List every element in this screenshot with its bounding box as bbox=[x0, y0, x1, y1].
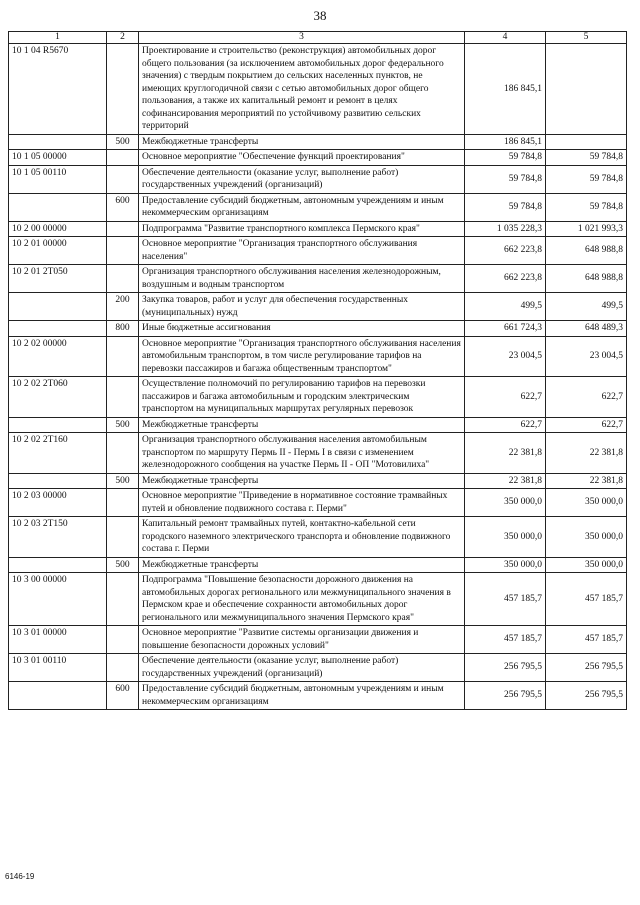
amount-1-cell: 256 795,5 bbox=[465, 654, 546, 682]
column-header-amount-2: 5 bbox=[546, 32, 627, 44]
budget-table bbox=[8, 31, 627, 710]
table-row bbox=[9, 134, 627, 150]
name-cell: Основное мероприятие "Обеспечение функций проектирования" bbox=[139, 150, 465, 166]
code-cell bbox=[9, 557, 107, 573]
amount-2-cell: 22 381,8 bbox=[546, 433, 627, 474]
expense-type-cell: 600 bbox=[107, 682, 139, 710]
name-cell: Предоставление субсидий бюджетным, автономным учреждениям и иным некоммерческим организациям bbox=[139, 193, 465, 221]
expense-type-cell bbox=[107, 265, 139, 293]
amount-1-cell: 662 223,8 bbox=[465, 265, 546, 293]
expense-type-cell bbox=[107, 237, 139, 265]
expense-type-cell bbox=[107, 165, 139, 193]
amount-2-cell: 1 021 993,3 bbox=[546, 221, 627, 237]
name-cell: Межбюджетные трансферты bbox=[139, 134, 465, 150]
code-cell bbox=[9, 293, 107, 321]
table-row bbox=[9, 293, 627, 321]
expense-type-cell bbox=[107, 654, 139, 682]
amount-2-cell: 499,5 bbox=[546, 293, 627, 321]
name-cell: Подпрограмма "Повышение безопасности дорожного движения на автомобильных дорогах регионального или межмуниципального значения в Пермском крае и обеспечение сохранности автомобильных дорог регионального или межмуниципального значения Пермского края" bbox=[139, 573, 465, 626]
amount-2-cell: 457 185,7 bbox=[546, 626, 627, 654]
expense-type-cell bbox=[107, 44, 139, 135]
table-row bbox=[9, 573, 627, 626]
amount-1-cell: 186 845,1 bbox=[465, 44, 546, 135]
name-cell: Межбюджетные трансферты bbox=[139, 473, 465, 489]
table-row bbox=[9, 682, 627, 710]
expense-type-cell bbox=[107, 626, 139, 654]
table-row bbox=[9, 654, 627, 682]
amount-1-cell: 59 784,8 bbox=[465, 150, 546, 166]
amount-2-cell: 457 185,7 bbox=[546, 573, 627, 626]
amount-2-cell: 256 795,5 bbox=[546, 682, 627, 710]
expense-type-cell bbox=[107, 517, 139, 558]
amount-1-cell: 22 381,8 bbox=[465, 433, 546, 474]
code-cell: 10 2 01 00000 bbox=[9, 237, 107, 265]
name-cell: Организация транспортного обслуживания населения автомобильным транспортом по маршруту Пермь II - Пермь I в связи с изменением железнодорожного сообщения на участке Пермь II - ОП "Мотовилиха" bbox=[139, 433, 465, 474]
amount-1-cell: 457 185,7 bbox=[465, 626, 546, 654]
name-cell: Осуществление полномочий по регулированию тарифов на перевозки пассажиров и багажа автомобильным и городским электрическим транспортом на муниципальных маршрутах регулярных перевозок bbox=[139, 377, 465, 418]
name-cell: Основное мероприятие "Развитие системы организации движения и повышение безопасности дорожных условий" bbox=[139, 626, 465, 654]
amount-2-cell: 59 784,8 bbox=[546, 193, 627, 221]
table-row bbox=[9, 417, 627, 433]
code-cell: 10 2 02 2T160 bbox=[9, 433, 107, 474]
table-row bbox=[9, 557, 627, 573]
table-row bbox=[9, 193, 627, 221]
table-row bbox=[9, 433, 627, 474]
table-header-row bbox=[9, 32, 627, 44]
code-cell bbox=[9, 417, 107, 433]
amount-2-cell: 350 000,0 bbox=[546, 557, 627, 573]
expense-type-cell: 500 bbox=[107, 134, 139, 150]
code-cell: 10 1 05 00110 bbox=[9, 165, 107, 193]
column-header-code: 1 bbox=[9, 32, 107, 44]
expense-type-cell bbox=[107, 573, 139, 626]
code-cell: 10 3 01 00000 bbox=[9, 626, 107, 654]
amount-1-cell: 59 784,8 bbox=[465, 165, 546, 193]
code-cell: 10 1 05 00000 bbox=[9, 150, 107, 166]
table-row bbox=[9, 473, 627, 489]
amount-2-cell: 256 795,5 bbox=[546, 654, 627, 682]
column-header-name: 3 bbox=[139, 32, 465, 44]
name-cell: Обеспечение деятельности (оказание услуг, выполнение работ) государственных учреждений (организаций) bbox=[139, 654, 465, 682]
name-cell: Обеспечение деятельности (оказание услуг, выполнение работ) государственных учреждений (организаций) bbox=[139, 165, 465, 193]
table-row bbox=[9, 237, 627, 265]
code-cell bbox=[9, 193, 107, 221]
code-cell: 10 2 00 00000 bbox=[9, 221, 107, 237]
code-cell bbox=[9, 682, 107, 710]
table-row bbox=[9, 44, 627, 135]
code-cell: 10 2 01 2T050 bbox=[9, 265, 107, 293]
name-cell: Организация транспортного обслуживания населения железнодорожным, воздушным и водным транспортом bbox=[139, 265, 465, 293]
amount-2-cell: 23 004,5 bbox=[546, 336, 627, 377]
amount-1-cell: 186 845,1 bbox=[465, 134, 546, 150]
page-number: 38 bbox=[313, 8, 327, 23]
table-row bbox=[9, 489, 627, 517]
code-cell: 10 2 02 00000 bbox=[9, 336, 107, 377]
expense-type-cell bbox=[107, 221, 139, 237]
amount-2-cell: 648 988,8 bbox=[546, 237, 627, 265]
amount-1-cell: 256 795,5 bbox=[465, 682, 546, 710]
table-row bbox=[9, 377, 627, 418]
code-cell: 10 2 02 2T060 bbox=[9, 377, 107, 418]
name-cell: Межбюджетные трансферты bbox=[139, 417, 465, 433]
amount-1-cell: 662 223,8 bbox=[465, 237, 546, 265]
name-cell: Основное мероприятие "Организация транспортного обслуживания населения" bbox=[139, 237, 465, 265]
amount-2-cell: 350 000,0 bbox=[546, 489, 627, 517]
amount-1-cell: 59 784,8 bbox=[465, 193, 546, 221]
code-cell: 10 1 04 R5670 bbox=[9, 44, 107, 135]
expense-type-cell bbox=[107, 150, 139, 166]
amount-1-cell: 499,5 bbox=[465, 293, 546, 321]
table-row bbox=[9, 321, 627, 337]
table-row bbox=[9, 626, 627, 654]
name-cell: Межбюджетные трансферты bbox=[139, 557, 465, 573]
name-cell: Капитальный ремонт трамвайных путей, контактно-кабельной сети городского наземного электрического транспорта и обновление подвижного состава г. Перми bbox=[139, 517, 465, 558]
name-cell: Проектирование и строительство (реконструкция) автомобильных дорог общего пользования (за исключением автомобильных дорог федерального значения) с твердым покрытием до сельских населенных пунктов, не имеющих круглогодичной связи с сетью автомобильных дорог общего пользования, а также их капитальный ремонт и ремонт в целях софинансирования мероприятий по устойчивому развитию сельских территорий bbox=[139, 44, 465, 135]
amount-2-cell: 648 489,3 bbox=[546, 321, 627, 337]
expense-type-cell: 800 bbox=[107, 321, 139, 337]
footer-code: 6146-19 bbox=[5, 872, 35, 881]
table-row bbox=[9, 336, 627, 377]
amount-1-cell: 350 000,0 bbox=[465, 489, 546, 517]
expense-type-cell: 600 bbox=[107, 193, 139, 221]
amount-2-cell bbox=[546, 134, 627, 150]
amount-1-cell: 661 724,3 bbox=[465, 321, 546, 337]
amount-1-cell: 23 004,5 bbox=[465, 336, 546, 377]
expense-type-cell bbox=[107, 336, 139, 377]
amount-1-cell: 1 035 228,3 bbox=[465, 221, 546, 237]
name-cell: Закупка товаров, работ и услуг для обеспечения государственных (муниципальных) нужд bbox=[139, 293, 465, 321]
expense-type-cell: 500 bbox=[107, 417, 139, 433]
amount-2-cell: 350 000,0 bbox=[546, 517, 627, 558]
expense-type-cell bbox=[107, 377, 139, 418]
code-cell bbox=[9, 134, 107, 150]
amount-1-cell: 457 185,7 bbox=[465, 573, 546, 626]
code-cell: 10 3 01 00110 bbox=[9, 654, 107, 682]
expense-type-cell bbox=[107, 433, 139, 474]
name-cell: Основное мероприятие "Организация транспортного обслуживания населения автомобильным транспортом, в том числе регулирование тарифов на перевозки пассажиров и багажа общественным транспортом" bbox=[139, 336, 465, 377]
expense-type-cell: 200 bbox=[107, 293, 139, 321]
name-cell: Иные бюджетные ассигнования bbox=[139, 321, 465, 337]
code-cell bbox=[9, 321, 107, 337]
column-header-amount-1: 4 bbox=[465, 32, 546, 44]
table-row bbox=[9, 150, 627, 166]
amount-2-cell bbox=[546, 44, 627, 135]
table-row bbox=[9, 221, 627, 237]
column-header-expense-type: 2 bbox=[107, 32, 139, 44]
amount-2-cell: 22 381,8 bbox=[546, 473, 627, 489]
table-row bbox=[9, 165, 627, 193]
amount-2-cell: 59 784,8 bbox=[546, 165, 627, 193]
code-cell: 10 2 03 00000 bbox=[9, 489, 107, 517]
name-cell: Основное мероприятие "Приведение в нормативное состояние трамвайных путей и обновление подвижного состава г. Перми" bbox=[139, 489, 465, 517]
amount-1-cell: 22 381,8 bbox=[465, 473, 546, 489]
amount-1-cell: 622,7 bbox=[465, 377, 546, 418]
expense-type-cell: 500 bbox=[107, 473, 139, 489]
amount-1-cell: 622,7 bbox=[465, 417, 546, 433]
table-body bbox=[9, 44, 627, 710]
amount-2-cell: 622,7 bbox=[546, 417, 627, 433]
amount-2-cell: 59 784,8 bbox=[546, 150, 627, 166]
table-row bbox=[9, 265, 627, 293]
name-cell: Подпрограмма "Развитие транспортного комплекса Пермского края" bbox=[139, 221, 465, 237]
amount-1-cell: 350 000,0 bbox=[465, 517, 546, 558]
expense-type-cell bbox=[107, 489, 139, 517]
code-cell: 10 3 00 00000 bbox=[9, 573, 107, 626]
amount-1-cell: 350 000,0 bbox=[465, 557, 546, 573]
code-cell: 10 2 03 2T150 bbox=[9, 517, 107, 558]
code-cell bbox=[9, 473, 107, 489]
amount-2-cell: 622,7 bbox=[546, 377, 627, 418]
amount-2-cell: 648 988,8 bbox=[546, 265, 627, 293]
name-cell: Предоставление субсидий бюджетным, автономным учреждениям и иным некоммерческим организациям bbox=[139, 682, 465, 710]
expense-type-cell: 500 bbox=[107, 557, 139, 573]
table-row bbox=[9, 517, 627, 558]
